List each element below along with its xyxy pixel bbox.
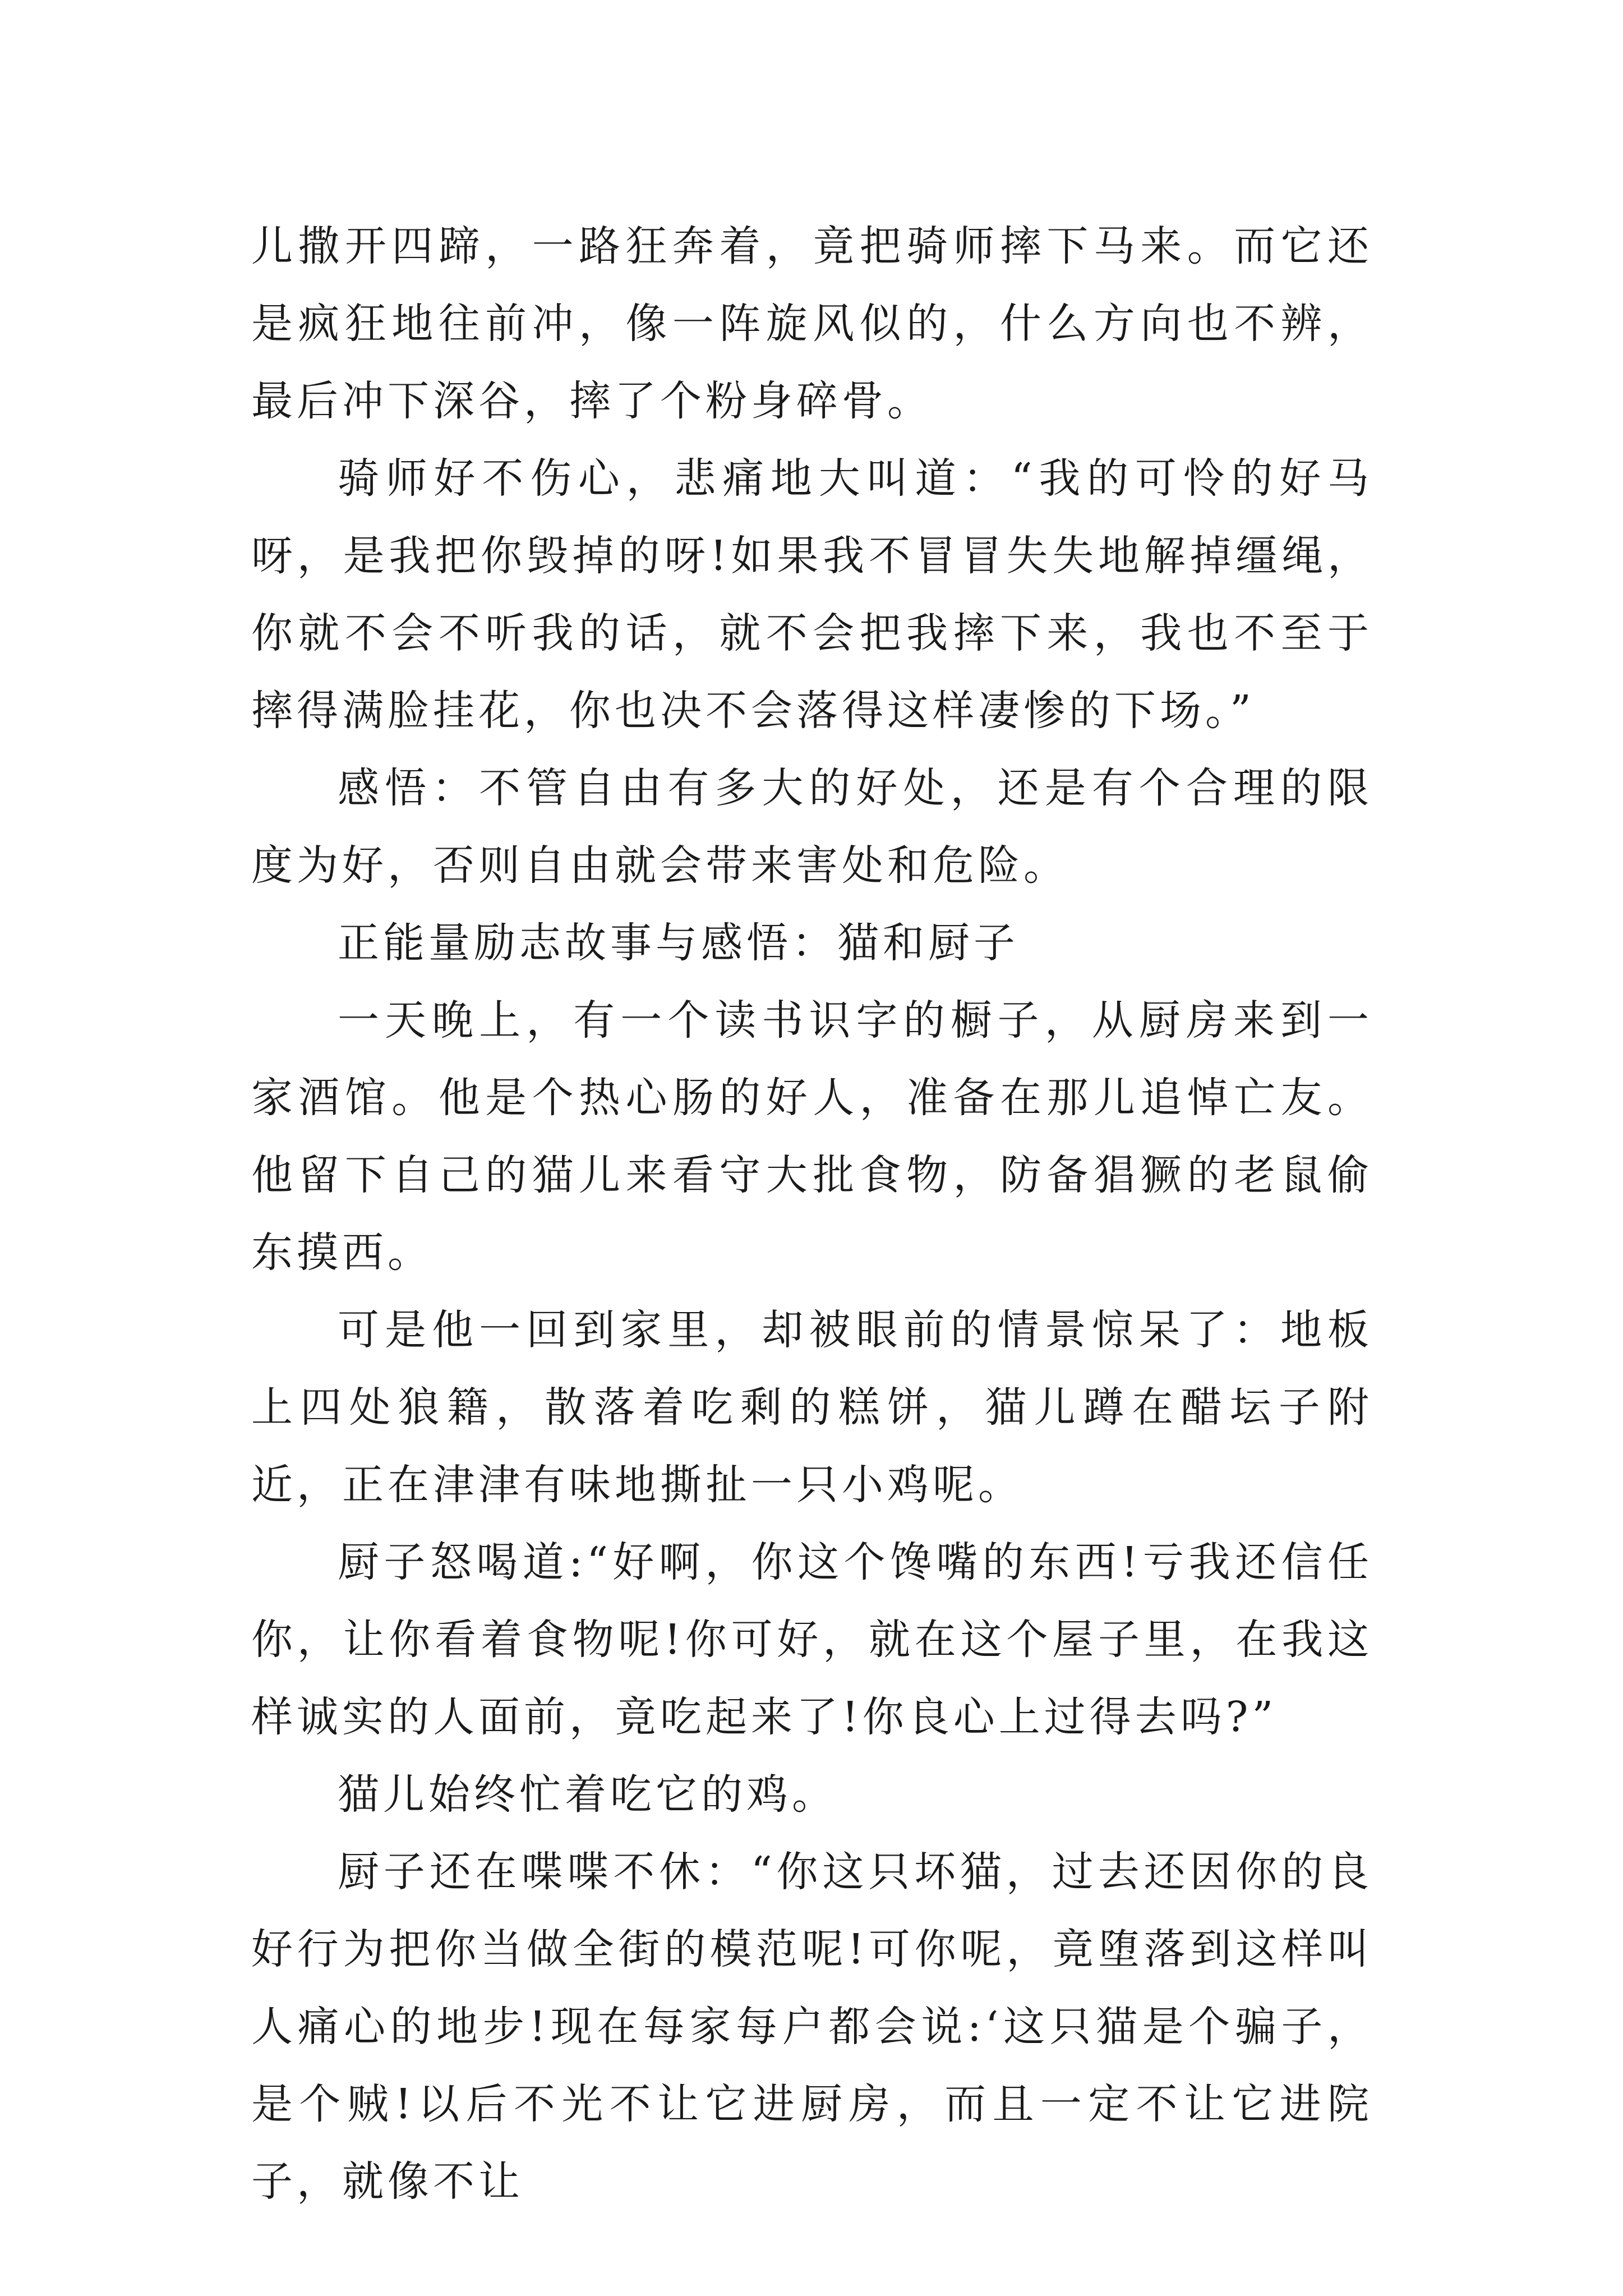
paragraph-6: 可是他一回到家里，却被眼前的情景惊呆了：地板上四处狼籍，散落着吃剩的糕饼，猫儿蹲在醋坛子附近，正在津津有味地撕扯一只小鸡呢。 xyxy=(251,1306,1373,1509)
paragraph-8: 猫儿始终忙着吃它的鸡。 xyxy=(338,1770,837,1819)
paragraph-9: 厨子还在喋喋不休：“你这只坏猫，过去还因你的良好行为把你当做全街的模范呢!可你呢，竟堕落到这样叫人痛心的地步!现在每家每户都会说:‘这只猫是个骗子，是个贼!以后不光不让它进厨房，而且一定不让它进院子，就像不让 xyxy=(251,1848,1373,2206)
paragraph-5: 一天晚上，有一个读书识字的橱子，从厨房来到一家酒馆。他是个热心肠的好人，准备在那儿追悼亡友。他留下自己的猫儿来看守大批食物，防备猖獗的老鼠偷东摸西。 xyxy=(251,996,1373,1277)
document-body xyxy=(251,208,1373,2220)
paragraph-1: 儿撒开四蹄，一路狂奔着，竟把骑师摔下马来。而它还是疯狂地往前冲，像一阵旋风似的，什么方向也不辨，最后冲下深谷，摔了个粉身碎骨。 xyxy=(251,222,1373,425)
paragraph-3: 感悟：不管自由有多大的好处，还是有个合理的限度为好，否则自由就会带来害处和危险。 xyxy=(251,764,1373,890)
paragraph-7: 厨子怒喝道:“好啊，你这个馋嘴的东西!亏我还信任你，让你看着食物呢!你可好，就在这个屋子里，在我这样诚实的人面前，竟吃起来了!你良心上过得去吗?” xyxy=(251,1538,1373,1741)
paragraph-2: 骑师好不伤心，悲痛地大叫道：“我的可怜的好马呀，是我把你毁掉的呀!如果我不冒冒失失地解掉缰绳，你就不会不听我的话，就不会把我摔下来，我也不至于摔得满脸挂花，你也决不会落得这样凄惨的下场。” xyxy=(251,454,1373,735)
section-heading: 正能量励志故事与感悟：猫和厨子 xyxy=(338,919,1019,967)
